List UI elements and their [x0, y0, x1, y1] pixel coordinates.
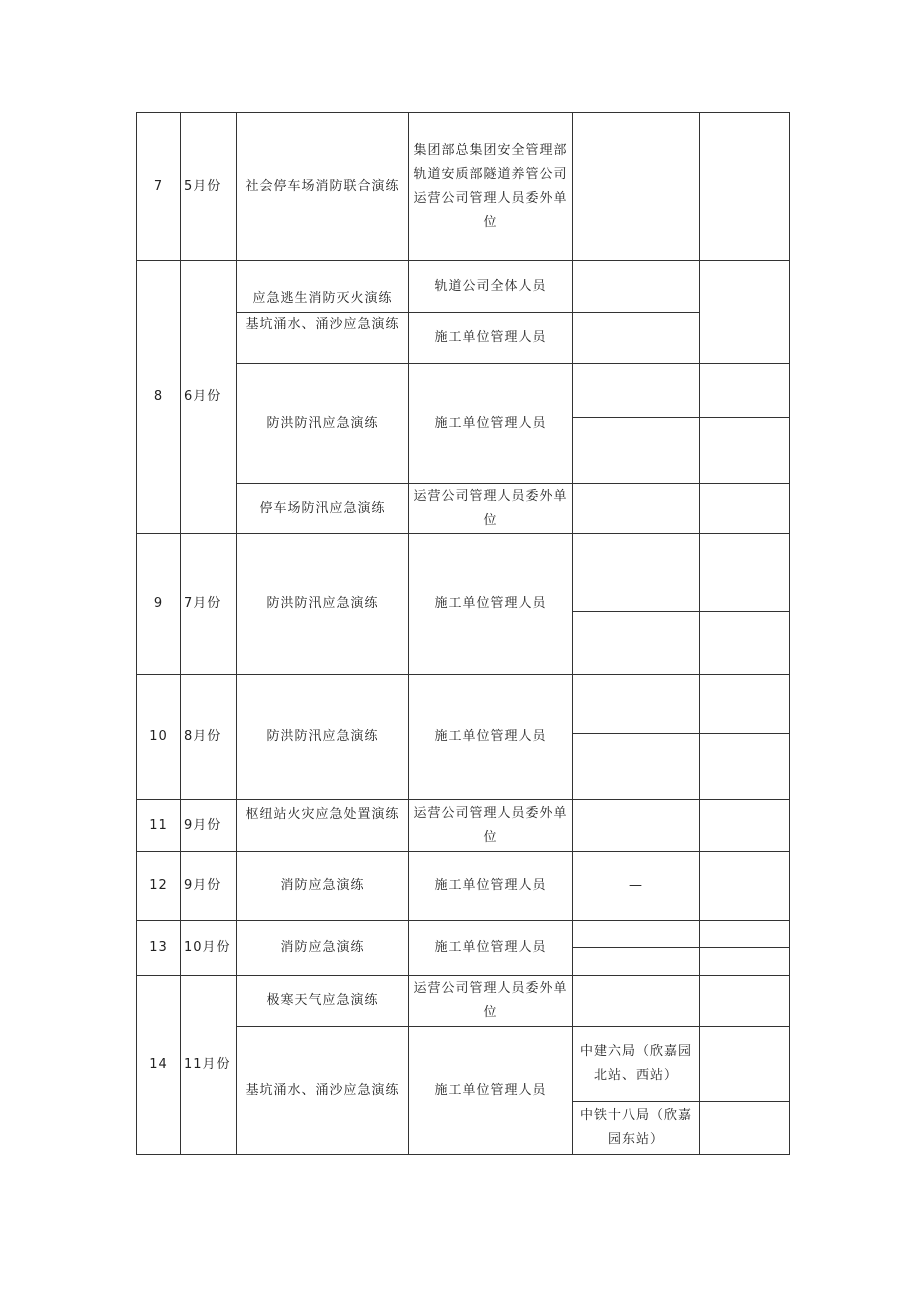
row-number-cell	[136, 112, 181, 261]
drill-name-cell	[236, 363, 409, 484]
month-cell	[180, 674, 237, 800]
participants-cell	[408, 112, 573, 261]
participants: 运营公司管理人员委外单位	[413, 981, 568, 1020]
remark-cell	[699, 533, 790, 612]
unit-cell	[572, 1026, 700, 1102]
row-number: 7	[153, 178, 164, 194]
row-number-cell	[136, 799, 181, 852]
drill-name: 防洪防汛应急演练	[266, 596, 379, 611]
drill-name: 社会停车场消防联合演练	[245, 178, 400, 194]
remark-cell	[699, 483, 790, 534]
row-number: 12	[149, 878, 168, 893]
drill-name-cell	[236, 799, 409, 852]
unit-cell	[572, 260, 700, 313]
unit-cell	[572, 533, 700, 612]
month-cell	[180, 112, 237, 261]
row-number-cell	[136, 920, 181, 976]
participants: 施工单位管理人员	[434, 596, 547, 611]
month-label: 10月份	[184, 940, 231, 955]
participants-cell	[408, 363, 573, 484]
drill-name-cell	[236, 1026, 409, 1155]
drill-name: 消防应急演练	[280, 878, 365, 893]
drill-name-cell	[236, 975, 409, 1027]
unit-cell	[572, 799, 700, 852]
participants-cell	[408, 260, 573, 313]
participants-cell	[408, 799, 573, 852]
drill-name-cell	[236, 674, 409, 800]
unit-cell	[572, 947, 700, 976]
participants-cell	[408, 674, 573, 800]
remark-cell	[699, 920, 790, 948]
drill-name: 基坑涌水、涌沙应急演练	[245, 1082, 400, 1098]
unit-cell	[572, 1101, 700, 1155]
participants: 施工单位管理人员	[434, 940, 547, 955]
row-number: 8	[153, 389, 164, 404]
month-cell	[180, 533, 237, 675]
drill-name-cell	[236, 533, 409, 675]
participants-cell	[408, 533, 573, 675]
month-cell	[180, 260, 237, 534]
drill-name: 枢纽站火灾应急处置演练	[245, 807, 400, 822]
unit-value: 中建六局（欣嘉园北站、西站）	[579, 1044, 692, 1083]
row-number: 10	[149, 729, 168, 744]
participants-cell	[408, 483, 573, 534]
month-cell	[180, 799, 237, 852]
participants: 集团部总集团安全管理部轨道安质部隧道养管公司运营公司管理人员委外单位	[413, 142, 568, 230]
month-label: 9月份	[184, 817, 222, 833]
month-label: 8月份	[184, 729, 222, 744]
month-label: 7月份	[184, 596, 222, 611]
unit-cell	[572, 483, 700, 534]
participants: 施工单位管理人员	[434, 330, 547, 345]
month-label: 11月份	[184, 1057, 231, 1072]
participants: 施工单位管理人员	[434, 878, 547, 893]
row-number-cell	[136, 533, 181, 675]
drill-name: 防洪防汛应急演练	[266, 415, 379, 431]
row-number: 14	[149, 1057, 168, 1072]
month-cell	[180, 851, 237, 921]
participants: 运营公司管理人员委外单位	[413, 488, 568, 528]
remark-cell	[699, 611, 790, 675]
remark-cell	[699, 851, 790, 921]
drill-name-cell	[236, 920, 409, 976]
participants: 运营公司管理人员委外单位	[413, 805, 568, 845]
row-number: 11	[149, 817, 168, 833]
drill-name: 基坑涌水、涌沙应急演练	[245, 317, 400, 332]
participants: 施工单位管理人员	[434, 729, 547, 744]
drill-name: 极寒天气应急演练	[266, 993, 379, 1008]
unit-cell	[572, 851, 700, 921]
row-number: 13	[149, 940, 168, 955]
participants: 轨道公司全体人员	[434, 278, 547, 294]
participants: 施工单位管理人员	[434, 1082, 547, 1098]
participants-cell	[408, 975, 573, 1027]
unit-cell	[572, 611, 700, 675]
row-number-cell	[136, 674, 181, 800]
participants-cell	[408, 312, 573, 364]
unit-cell	[572, 920, 700, 948]
unit-cell	[572, 975, 700, 1027]
month-label: 6月份	[184, 389, 222, 404]
participants-cell	[408, 851, 573, 921]
unit-cell	[572, 312, 700, 364]
unit-cell	[572, 417, 700, 484]
row-number: 9	[153, 596, 164, 611]
drill-name-cell	[236, 312, 409, 364]
remark-cell	[699, 417, 790, 484]
drill-name-cell	[236, 260, 409, 313]
month-cell	[180, 975, 237, 1155]
drill-name-cell	[236, 483, 409, 534]
unit-cell	[572, 112, 700, 261]
remark-cell	[699, 947, 790, 976]
participants-cell	[408, 1026, 573, 1155]
remark-cell	[699, 975, 790, 1027]
month-cell	[180, 920, 237, 976]
remark-cell	[699, 260, 790, 364]
unit-value: —	[629, 878, 643, 893]
remark-cell	[699, 1026, 790, 1102]
remark-cell	[699, 112, 790, 261]
unit-cell	[572, 363, 700, 418]
row-number-cell	[136, 975, 181, 1155]
month-label: 9月份	[184, 878, 222, 893]
remark-cell	[699, 1101, 790, 1155]
remark-cell	[699, 799, 790, 852]
drill-name: 停车场防汛应急演练	[259, 500, 386, 516]
drill-name: 防洪防汛应急演练	[266, 729, 379, 744]
drill-name: 消防应急演练	[280, 940, 365, 955]
month-label: 5月份	[184, 178, 222, 194]
row-number-cell	[136, 260, 181, 534]
remark-cell	[699, 733, 790, 800]
unit-cell	[572, 674, 700, 734]
remark-cell	[699, 363, 790, 418]
unit-value: 中铁十八局（欣嘉园东站）	[579, 1108, 692, 1147]
drill-name-cell	[236, 112, 409, 261]
participants-cell	[408, 920, 573, 976]
remark-cell	[699, 674, 790, 734]
drill-name-cell	[236, 851, 409, 921]
participants: 施工单位管理人员	[434, 415, 547, 431]
drill-name: 应急逃生消防灭火演练	[252, 291, 393, 306]
unit-cell	[572, 733, 700, 800]
row-number-cell	[136, 851, 181, 921]
